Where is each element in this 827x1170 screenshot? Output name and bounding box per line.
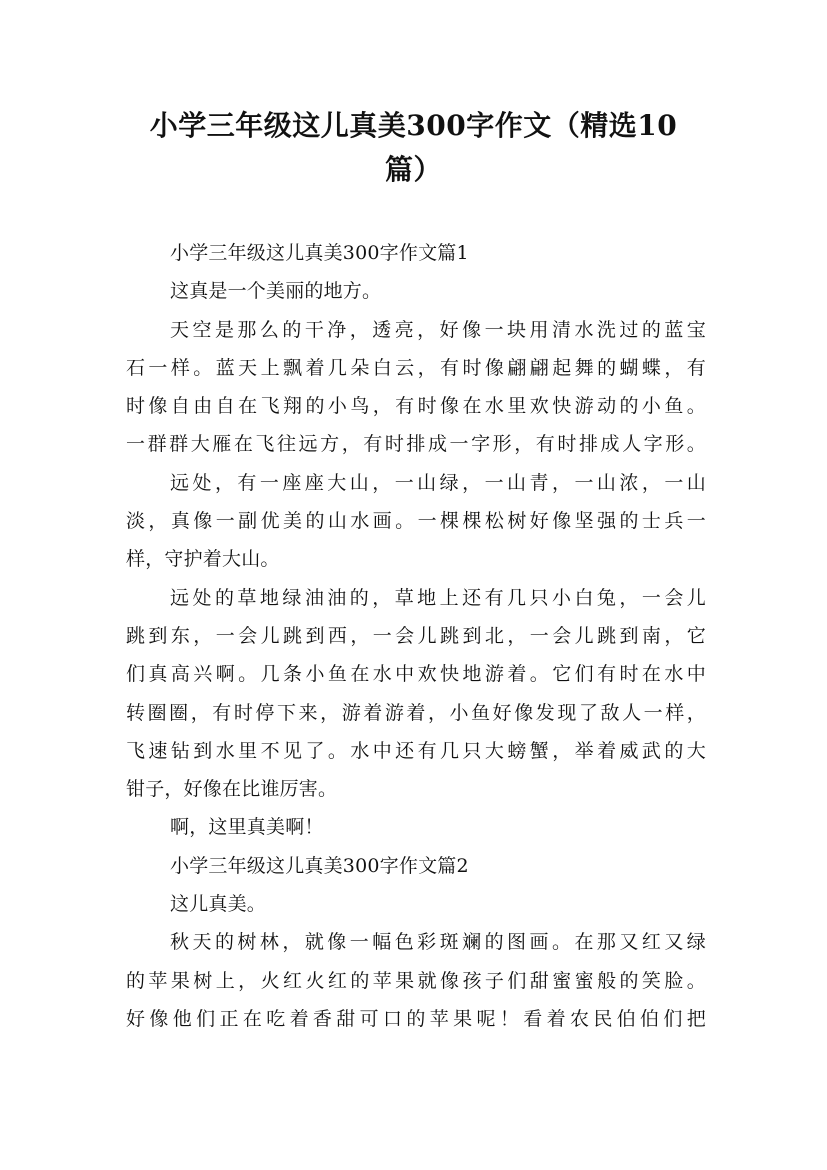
paragraph-line: 跳到东，一会儿跳到西，一会儿跳到北，一会儿跳到南，它: [126, 624, 706, 647]
section-heading: 小学三年级这儿真美300字作文篇1: [170, 242, 469, 264]
paragraph-line: 天空是那么的干净，透亮，好像一块用清水洗过的蓝宝: [170, 318, 706, 341]
paragraph-line: 的苹果树上，火红火红的苹果就像孩子们甜蜜蜜般的笑脸。: [126, 969, 706, 992]
paragraph-line: 一群群大雁在飞往远方，有时排成一字形，有时排成人字形。: [126, 433, 706, 456]
paragraph-line: 转圈圈，有时停下来，游着游着，小鱼好像发现了敌人一样，: [126, 701, 706, 724]
paragraph-line: 时像自由自在飞翔的小鸟，有时像在水里欢快游动的小鱼。: [126, 395, 706, 418]
paragraph-line: 石一样。蓝天上飘着几朵白云，有时像翩翩起舞的蝴蝶，有: [126, 356, 706, 379]
paragraph-line: 远处，有一座座大山，一山绿，一山青，一山浓，一山: [170, 471, 706, 494]
paragraph-line: 这真是一个美丽的地方。: [170, 280, 382, 303]
paragraph-line: 啊，这里真美啊！: [170, 816, 324, 839]
title-line-2: 篇）: [384, 153, 442, 186]
paragraph-line: 样，守护着大山。: [126, 548, 280, 571]
document-body: [126, 234, 706, 1038]
paragraph-line: 们真高兴啊。几条小鱼在水中欢快地游着。它们有时在水中: [126, 663, 706, 686]
paragraph-line: 这儿真美。: [170, 893, 267, 916]
title-line-1: 小学三年级这儿真美300字作文（精选10: [149, 109, 678, 142]
paragraph-line: 好像他们正在吃着香甜可口的苹果呢！看着农民伯伯们把: [126, 1007, 706, 1030]
section-heading: 小学三年级这儿真美300字作文篇2: [170, 854, 469, 877]
paragraph-line: 钳子，好像在比谁厉害。: [126, 778, 338, 801]
paragraph-line: 远处的草地绿油油的，草地上还有几只小白兔，一会儿: [170, 586, 706, 609]
paragraph-line: 飞速钻到水里不见了。水中还有几只大螃蟹，举着威武的大: [126, 739, 706, 762]
document-title: [110, 104, 717, 192]
paragraph-line: 淡，真像一副优美的山水画。一棵棵松树好像坚强的士兵一: [126, 510, 706, 533]
paragraph-line: 秋天的树林，就像一幅色彩斑斓的图画。在那又红又绿: [170, 931, 706, 954]
